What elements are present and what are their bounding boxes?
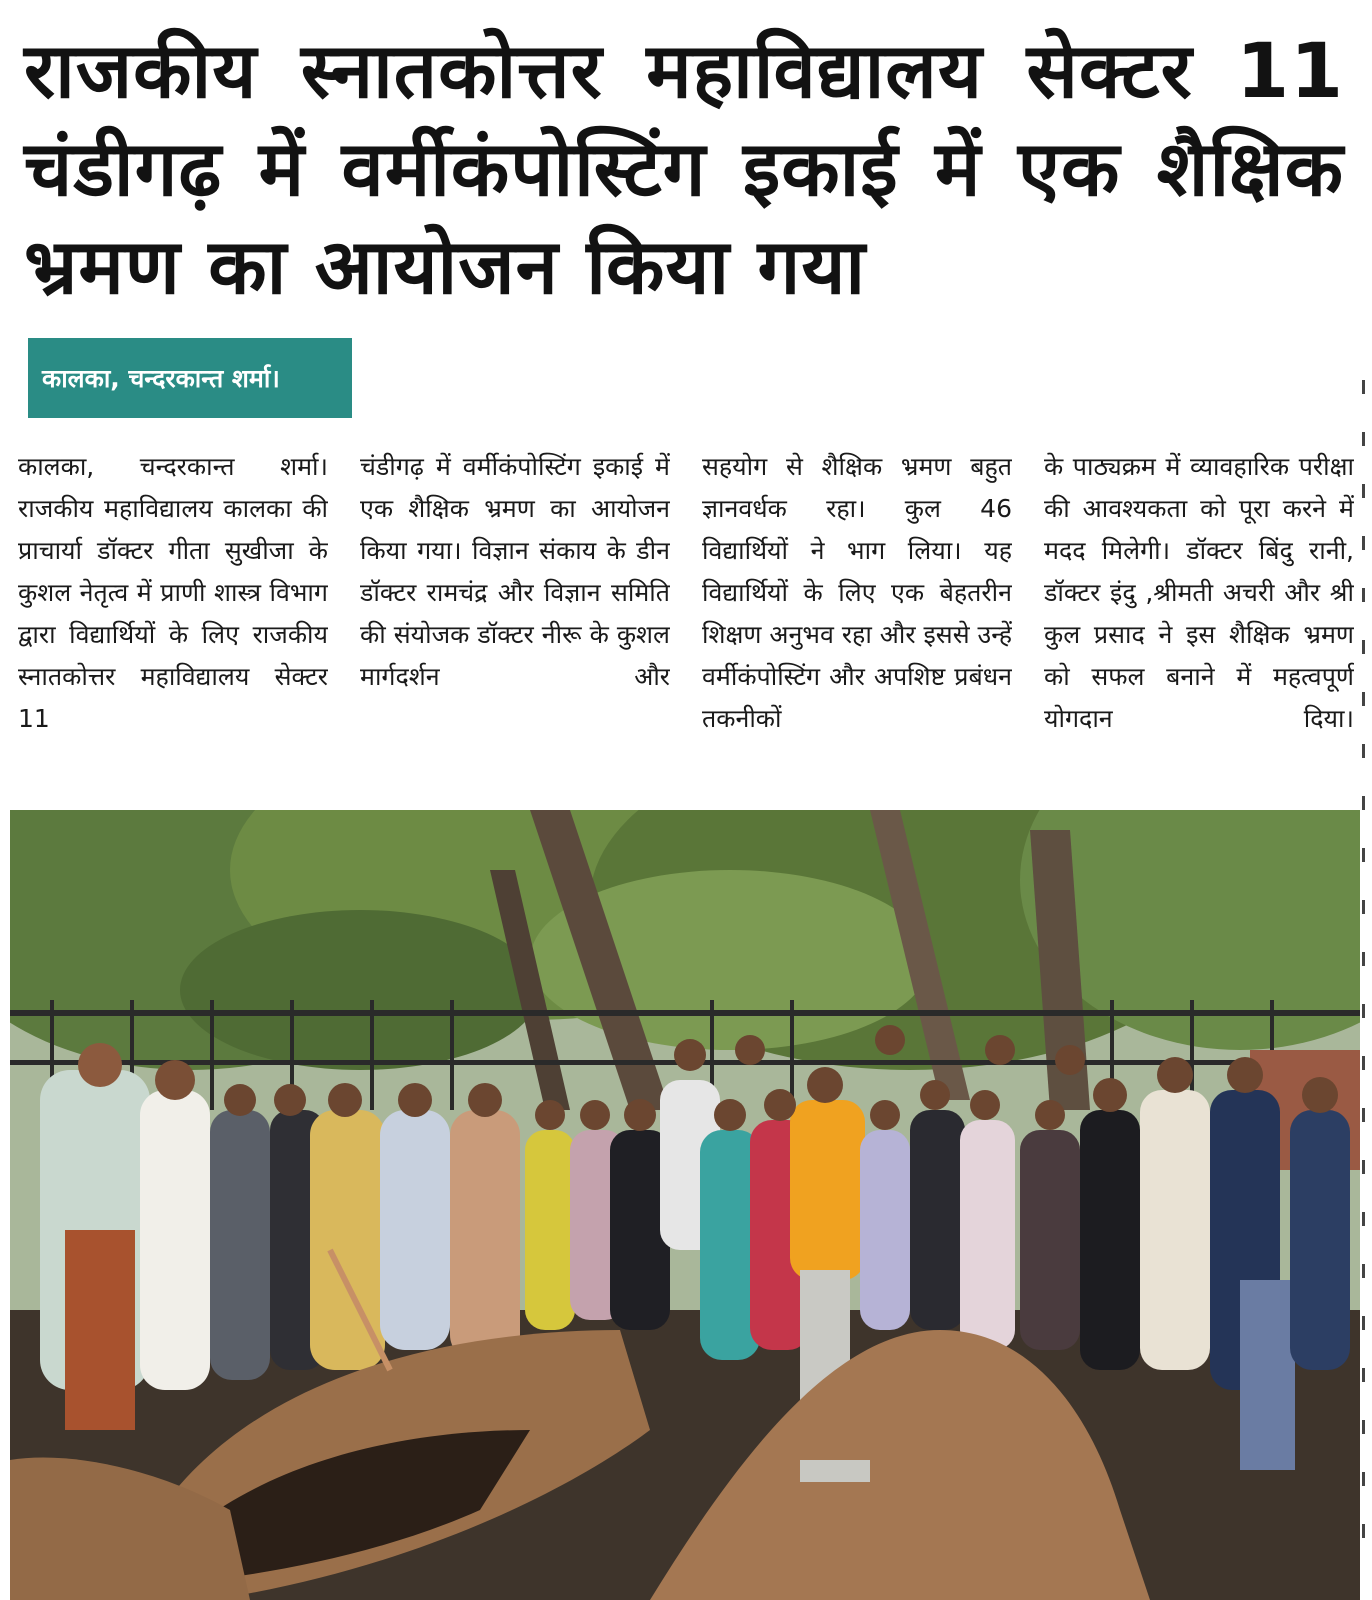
article-column-4: के पाठ्यक्रम में व्यावहारिक परीक्षा की आवश्यकता को पूरा करने में मदद मिलेगी। डॉक्टर बिंदु रानी, डॉक्टर इंदु ,श्रीमती अचरी और श्री कुल प्रसाद ने इस शैक्षिक भ्रमण को सफल बनाने में महत्वपूर्ण योगदान दिया। — [1044, 452, 1354, 733]
article-body — [18, 446, 1354, 786]
article-column-1: कालका, चन्दरकान्त शर्मा। राजकीय महाविद्यालय कालका की प्राचार्या डॉक्टर गीता सुखीजा के कुशल नेतृत्व में प्राणी शास्त्र विभाग द्वारा विद्यार्थियों के लिए राजकीय स्नातकोत्तर महाविद्यालय सेक्टर 11 — [18, 452, 328, 733]
headline: राजकीय स्नातकोत्तर महाविद्यालय सेक्टर 11 चंडीगढ़ में वर्मीकंपोस्टिंग इकाई में एक शैक्षिक भ्रमण का आयोजन किया गया — [24, 26, 1344, 311]
group-photo-illustration — [10, 810, 1360, 1600]
byline-text: कालका, चन्दरकान्त शर्मा। — [42, 364, 280, 393]
article-column-3: सहयोग से शैक्षिक भ्रमण बहुत ज्ञानवर्धक रहा। कुल 46 विद्यार्थियों ने भाग लिया। यह विद्यार्थियों के लिए एक बेहतरीन शिक्षण अनुभव रहा और इससे उन्हें वर्मीकंपोस्टिंग और अपशिष्ट प्रबंधन तकनीकों — [702, 452, 1012, 733]
group-photo — [10, 810, 1360, 1600]
byline-tag — [28, 338, 352, 418]
article-column-2: चंडीगढ़ में वर्मीकंपोस्टिंग इकाई में एक शैक्षिक भ्रमण का आयोजन किया गया। विज्ञान संकाय के डीन डॉक्टर रामचंद्र और विज्ञान समिति की संयोजक डॉक्टर नीरू के कुशल मार्गदर्शन और — [360, 452, 670, 691]
page-edge-marks — [1362, 380, 1368, 1590]
